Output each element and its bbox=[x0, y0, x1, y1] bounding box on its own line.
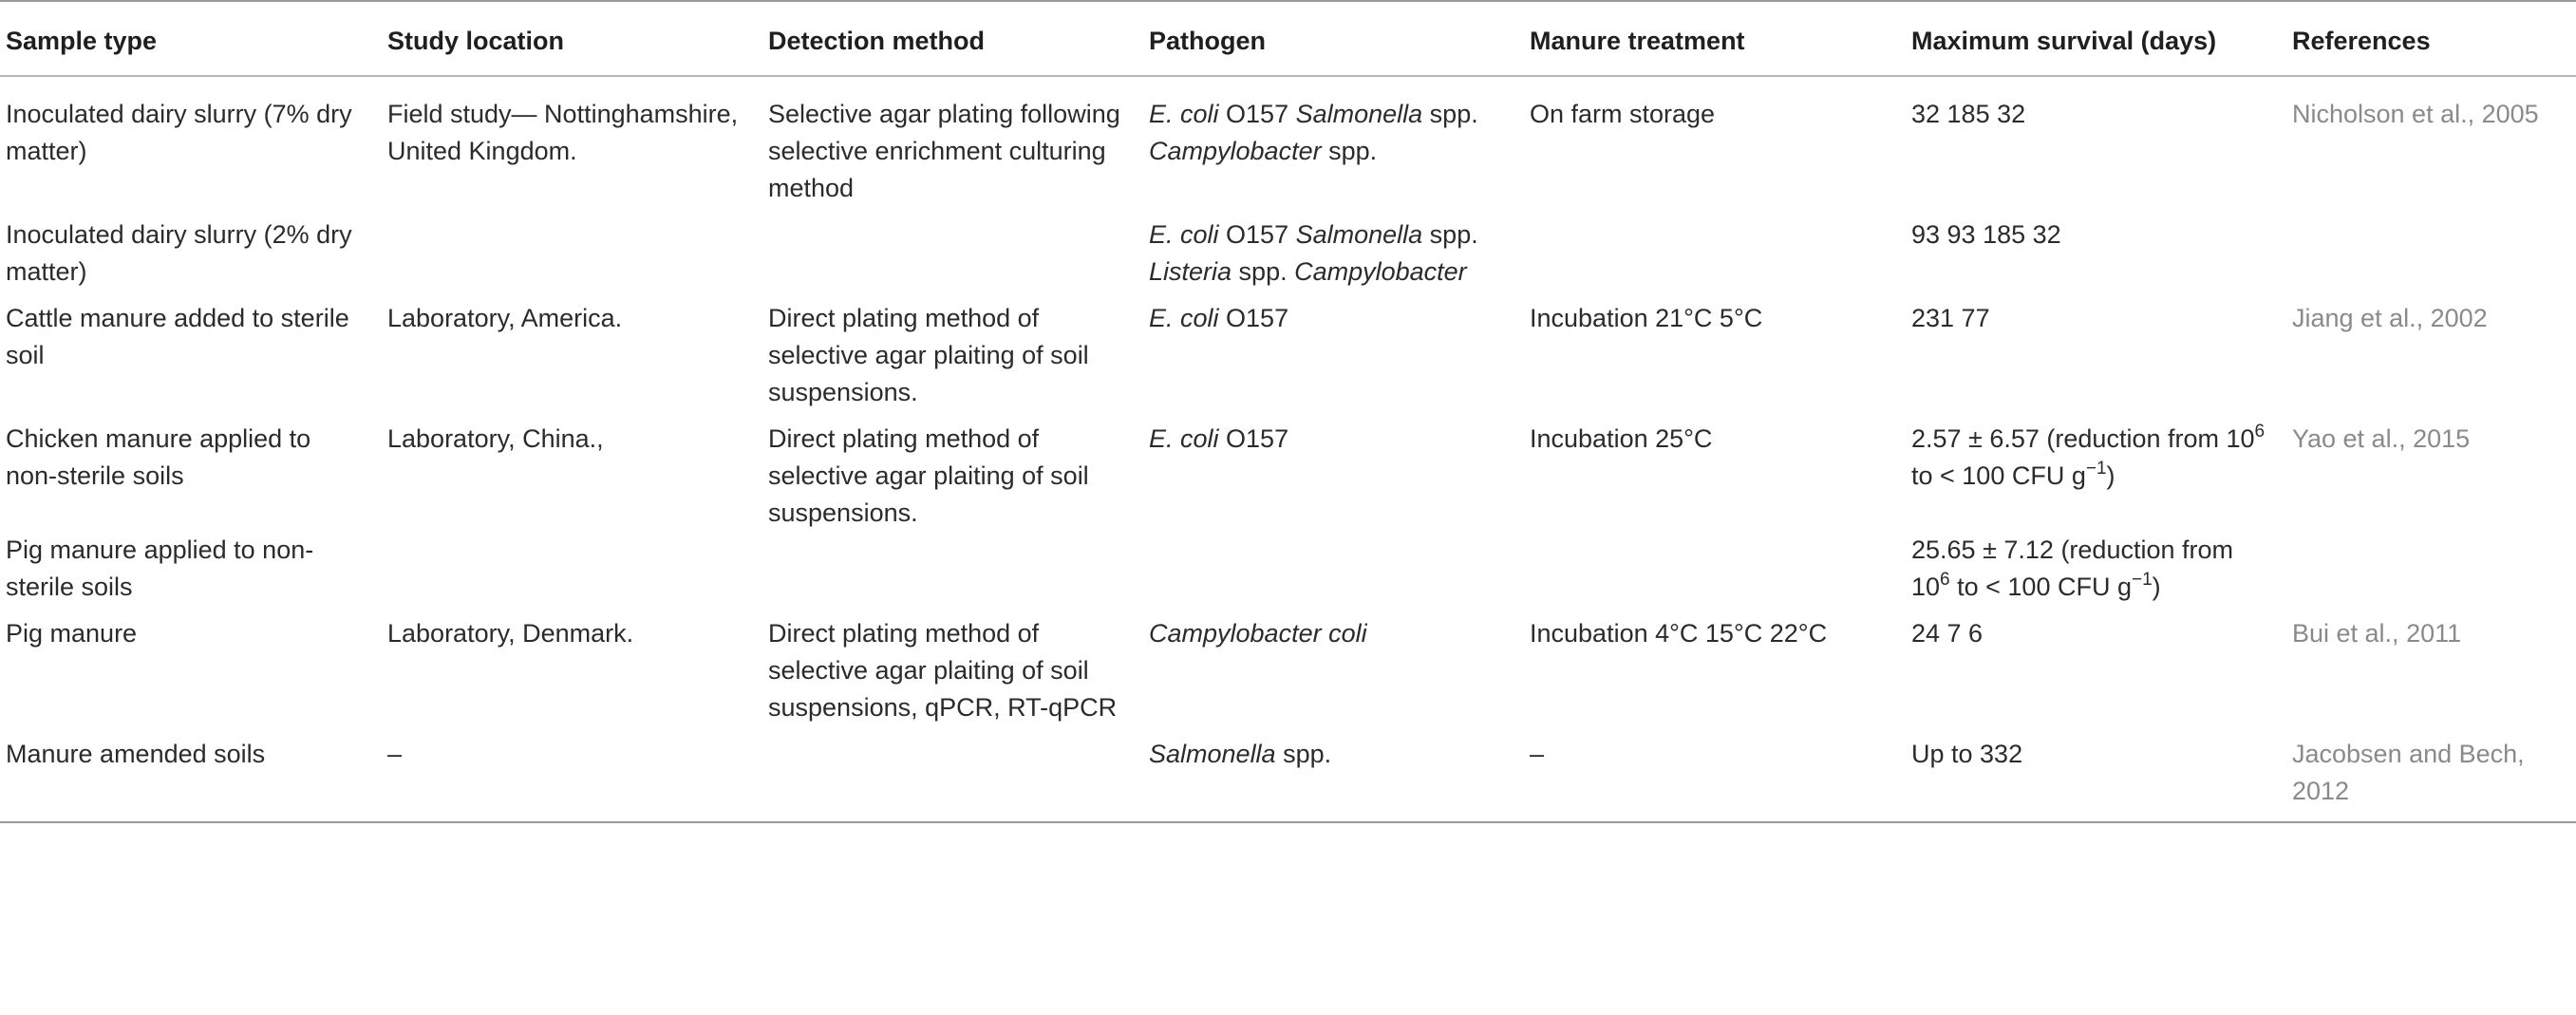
cell-pathogen-segment: O157 bbox=[1218, 220, 1296, 249]
cell-pathogen bbox=[1143, 421, 1524, 532]
cell-maximum-survival-segment: 25.65 ± 7.12 (reduction from 10 bbox=[1911, 536, 2234, 601]
cell-pathogen-segment: spp. bbox=[1321, 137, 1378, 165]
cell-manure-treatment: Incubation 4°C 15°C 22°C bbox=[1530, 619, 1828, 648]
cell-pathogen-segment: E. coli bbox=[1149, 100, 1219, 128]
header-sample-type: Sample type bbox=[0, 1, 382, 76]
cell-maximum-survival-segment: −1 bbox=[2085, 459, 2107, 479]
cell-study-location: Field study— Nottinghamshire, United Kingdom. bbox=[387, 100, 739, 165]
cell-pathogen-segment: O157 bbox=[1218, 304, 1289, 332]
cell-sample-type: Cattle manure added to sterile soil bbox=[6, 304, 349, 369]
cell-pathogen-segment: Salmonella bbox=[1295, 100, 1423, 128]
cell-pathogen-segment: Campylobacter bbox=[1294, 257, 1467, 286]
cell-pathogen-segment: Campylobacter bbox=[1149, 137, 1322, 165]
cell-reference: Bui et al., 2011 bbox=[2292, 619, 2462, 648]
header-maximum-survival: Maximum survival (days) bbox=[1906, 1, 2286, 76]
cell-maximum-survival-segment: ) bbox=[2152, 573, 2161, 601]
cell-study-location: – bbox=[382, 736, 762, 822]
cell-sample-type: Inoculated dairy slurry (2% dry matter) bbox=[6, 220, 352, 286]
cell-maximum-survival bbox=[1906, 736, 2286, 822]
cell-detection-method bbox=[762, 736, 1143, 822]
cell-pathogen-segment: spp. bbox=[1422, 100, 1478, 128]
cell-detection-method bbox=[762, 216, 1143, 300]
cell-study-location: Laboratory, China., bbox=[387, 424, 604, 453]
cell-maximum-survival-segment: 93 93 185 32 bbox=[1911, 220, 2061, 249]
cell-sample-type: Pig manure applied to non-sterile soils bbox=[6, 536, 314, 601]
cell-pathogen-segment: Campylobacter coli bbox=[1149, 619, 1367, 648]
cell-maximum-survival-segment: 24 7 6 bbox=[1911, 619, 1984, 648]
cell-pathogen bbox=[1143, 300, 1524, 421]
cell-pathogen-segment: Salmonella bbox=[1149, 740, 1276, 768]
cell-maximum-survival-segment: −1 bbox=[2131, 570, 2153, 590]
table-row bbox=[0, 300, 2576, 421]
cell-pathogen-segment: E. coli bbox=[1149, 304, 1219, 332]
cell-pathogen-segment: O157 bbox=[1218, 424, 1289, 453]
cell-maximum-survival bbox=[1906, 615, 2286, 736]
cell-reference bbox=[2286, 216, 2576, 300]
table-row bbox=[0, 76, 2576, 216]
cell-maximum-survival-segment: 2.57 ± 6.57 (reduction from 10 bbox=[1911, 424, 2255, 453]
cell-manure-treatment bbox=[1524, 216, 1906, 300]
table-row bbox=[0, 216, 2576, 300]
cell-maximum-survival bbox=[1906, 76, 2286, 216]
cell-detection-method: Selective agar plating following selective enrichment culturing method bbox=[768, 100, 1120, 202]
cell-maximum-survival-segment: 6 bbox=[1940, 570, 1950, 590]
cell-maximum-survival-segment: Up to 332 bbox=[1911, 740, 2023, 768]
cell-pathogen bbox=[1143, 736, 1524, 822]
cell-sample-type: Chicken manure applied to non-sterile soils bbox=[6, 424, 311, 490]
cell-pathogen bbox=[1143, 216, 1524, 300]
table-body bbox=[0, 76, 2576, 822]
table-header bbox=[0, 1, 2576, 76]
header-study-location: Study location bbox=[382, 1, 762, 76]
cell-manure-treatment: – bbox=[1524, 736, 1906, 822]
cell-detection-method: Direct plating method of selective agar plaiting of soil suspensions. bbox=[768, 304, 1089, 406]
cell-reference: Jacobsen and Bech, 2012 bbox=[2286, 736, 2576, 822]
header-manure-treatment: Manure treatment bbox=[1524, 1, 1906, 76]
cell-study-location bbox=[382, 216, 762, 300]
cell-maximum-survival-segment: ) bbox=[2106, 461, 2115, 490]
cell-detection-method: Direct plating method of selective agar plaiting of soil suspensions. bbox=[768, 424, 1089, 527]
cell-pathogen bbox=[1143, 615, 1524, 736]
cell-detection-method: Direct plating method of selective agar plaiting of soil suspensions, qPCR, RT-qPCR bbox=[768, 619, 1118, 722]
cell-pathogen-segment: Listeria bbox=[1149, 257, 1232, 286]
cell-maximum-survival-segment: to < 100 CFU g bbox=[1949, 573, 2132, 601]
cell-maximum-survival bbox=[1906, 421, 2286, 532]
cell-study-location: Laboratory, America. bbox=[387, 304, 623, 332]
cell-reference: Yao et al., 2015 bbox=[2292, 424, 2471, 453]
table-row bbox=[0, 421, 2576, 532]
cell-manure-treatment: Incubation 21°C 5°C bbox=[1530, 304, 1763, 332]
cell-pathogen-segment: spp. bbox=[1422, 220, 1478, 249]
table-row bbox=[0, 736, 2576, 822]
cell-reference: Nicholson et al., 2005 bbox=[2292, 100, 2539, 128]
cell-sample-type: Inoculated dairy slurry (7% dry matter) bbox=[6, 100, 352, 165]
cell-reference: Jiang et al., 2002 bbox=[2292, 304, 2488, 332]
cell-study-location: Laboratory, Denmark. bbox=[387, 619, 634, 648]
cell-reference bbox=[2286, 532, 2576, 615]
cell-manure-treatment: On farm storage bbox=[1530, 100, 1716, 128]
cell-maximum-survival-segment: 32 185 32 bbox=[1911, 100, 2026, 128]
cell-maximum-survival-segment: to < 100 CFU g bbox=[1911, 461, 2086, 490]
table-row bbox=[0, 532, 2576, 615]
cell-pathogen bbox=[1143, 532, 1524, 615]
cell-detection-method bbox=[762, 532, 1143, 615]
cell-maximum-survival-segment: 231 77 bbox=[1911, 304, 1990, 332]
cell-pathogen-segment: E. coli bbox=[1149, 424, 1219, 453]
header-row bbox=[0, 1, 2576, 76]
cell-pathogen-segment: spp. bbox=[1232, 257, 1295, 286]
cell-sample-type: Manure amended soils bbox=[0, 736, 382, 822]
cell-manure-treatment bbox=[1524, 532, 1906, 615]
cell-pathogen-segment: E. coli bbox=[1149, 220, 1219, 249]
cell-study-location bbox=[382, 532, 762, 615]
header-detection-method: Detection method bbox=[762, 1, 1143, 76]
header-references: References bbox=[2286, 1, 2576, 76]
cell-pathogen-segment: Salmonella bbox=[1295, 220, 1423, 249]
table-row bbox=[0, 615, 2576, 736]
header-pathogen: Pathogen bbox=[1143, 1, 1524, 76]
cell-manure-treatment: Incubation 25°C bbox=[1530, 424, 1713, 453]
cell-maximum-survival bbox=[1906, 216, 2286, 300]
cell-maximum-survival bbox=[1906, 532, 2286, 615]
cell-pathogen-segment: O157 bbox=[1218, 100, 1296, 128]
cell-maximum-survival-segment: 6 bbox=[2254, 422, 2266, 442]
cell-maximum-survival bbox=[1906, 300, 2286, 421]
cell-pathogen bbox=[1143, 76, 1524, 216]
cell-pathogen-segment: spp. bbox=[1275, 740, 1332, 768]
cell-sample-type: Pig manure bbox=[6, 619, 138, 648]
